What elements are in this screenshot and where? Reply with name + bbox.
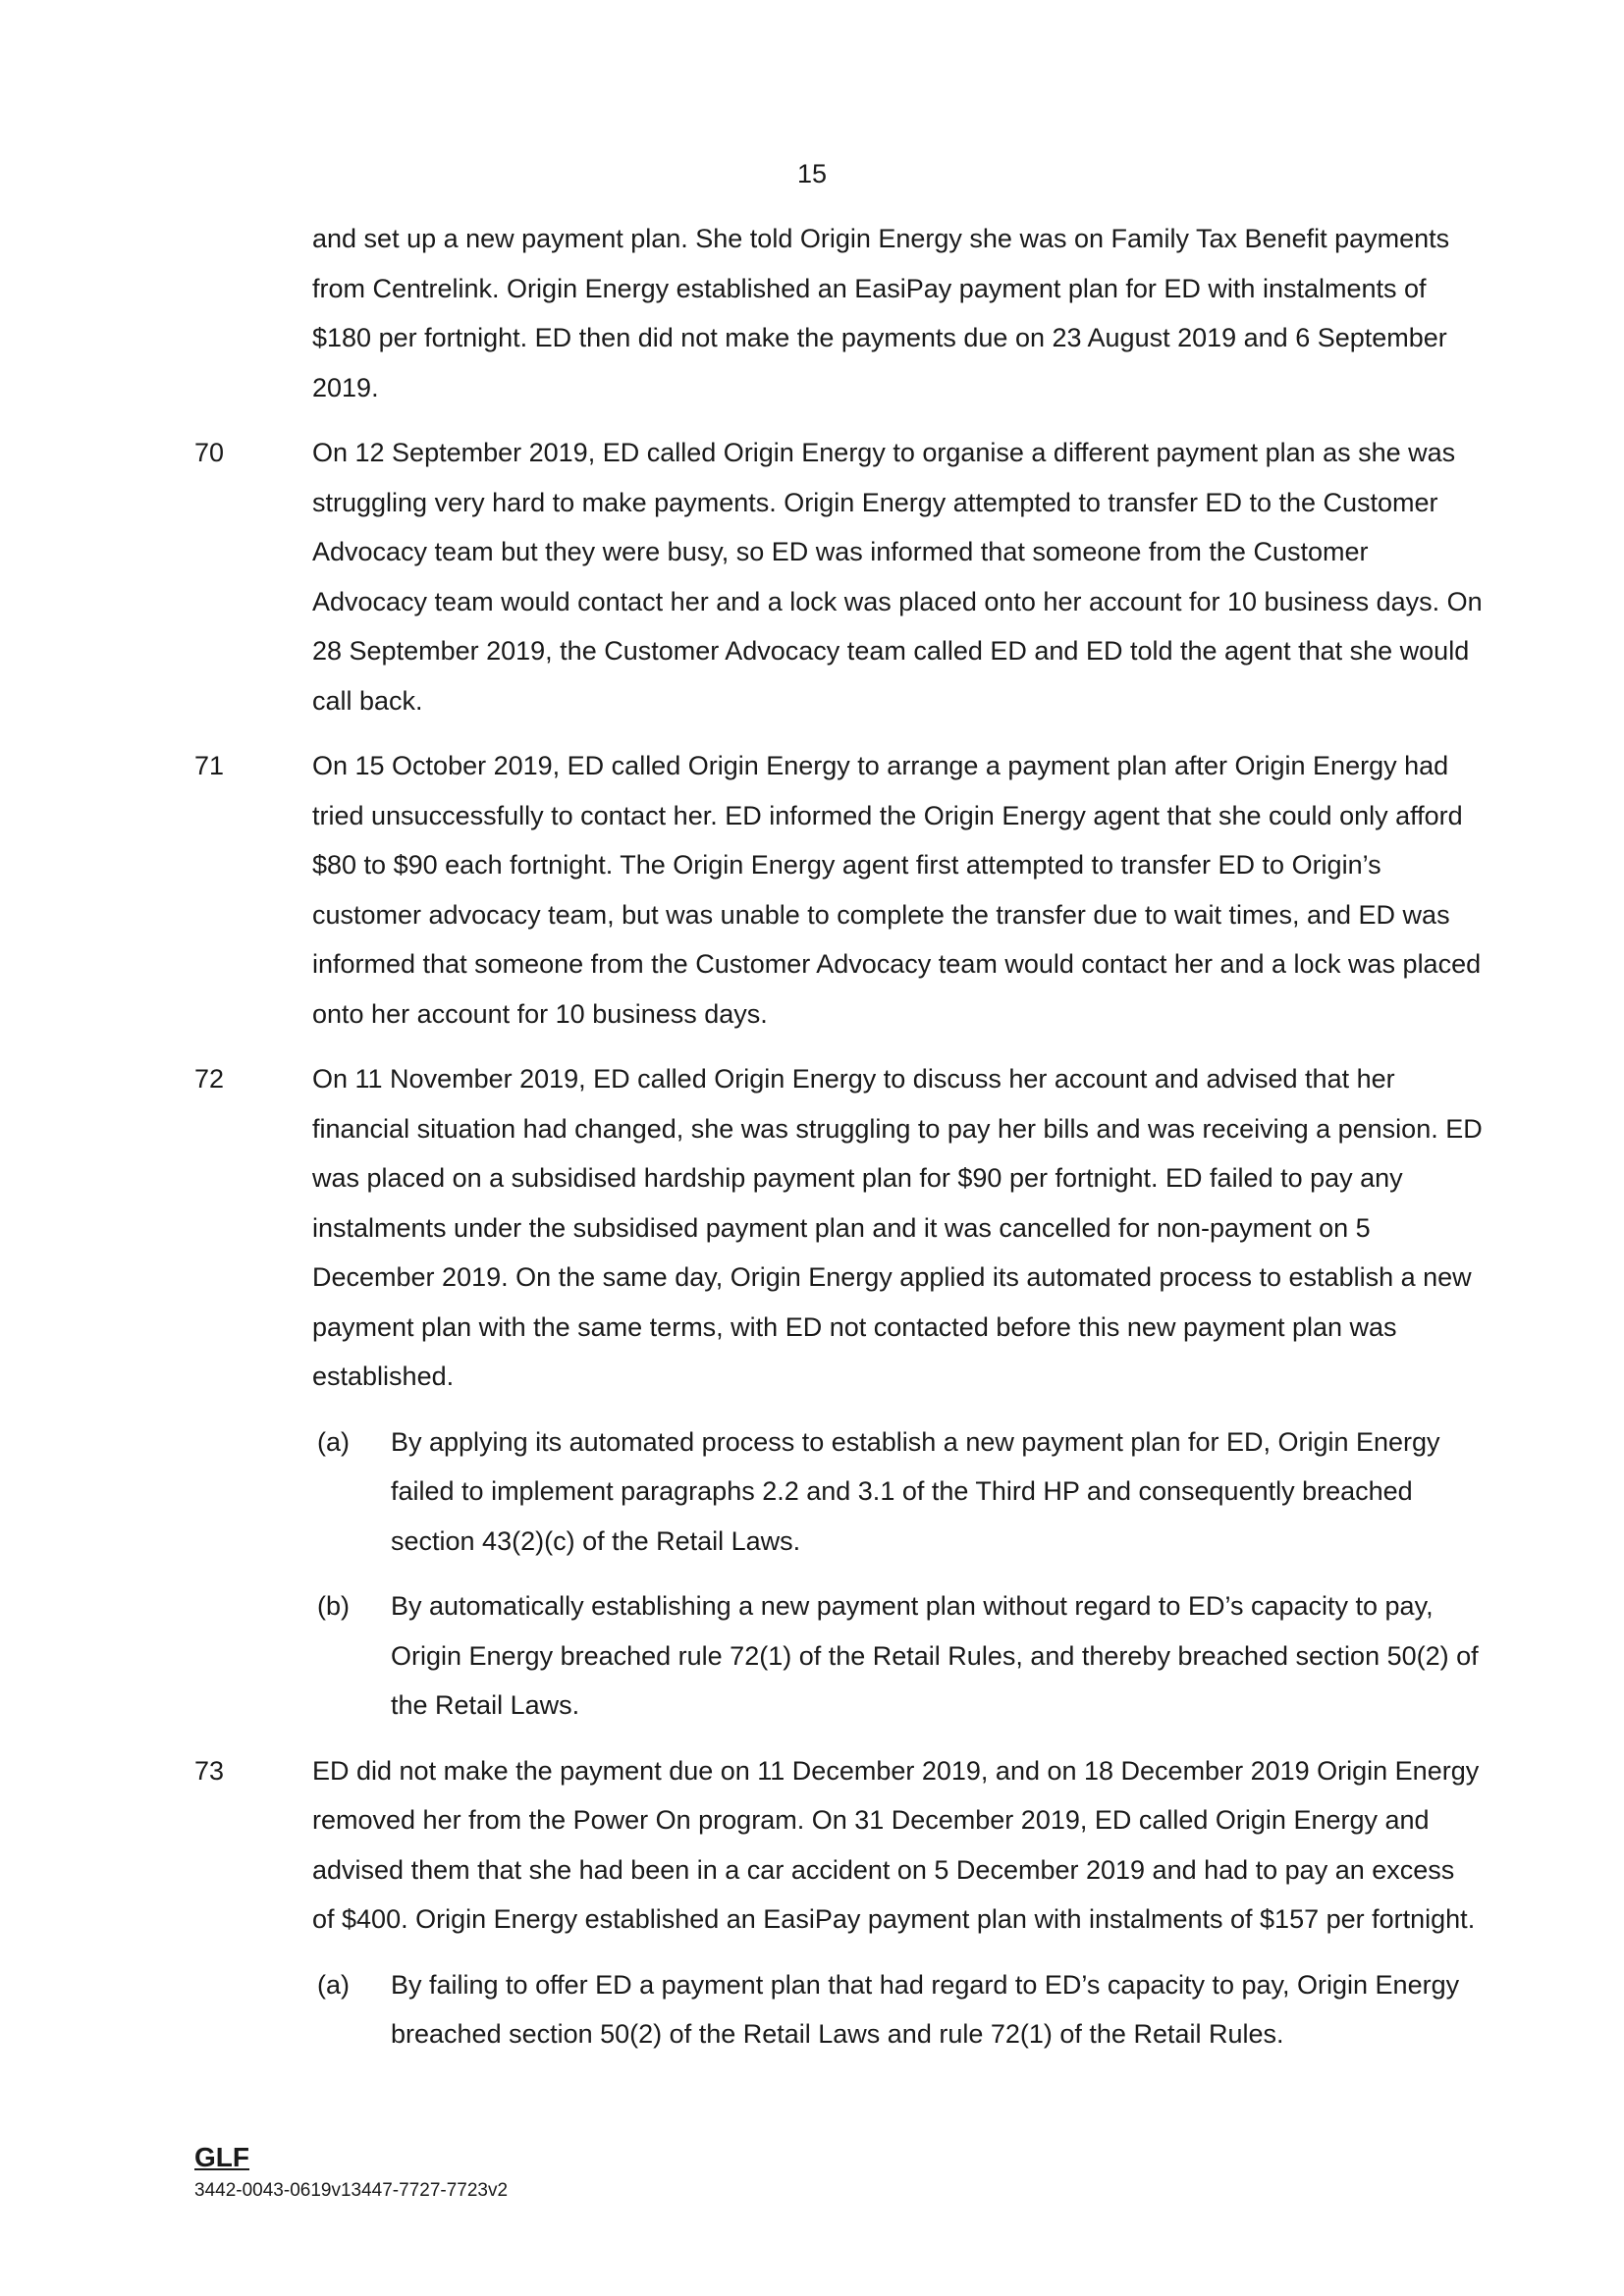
subparagraph-label: (b) xyxy=(317,1591,350,1621)
subparagraph-label: (a) xyxy=(317,1969,350,2000)
subparagraph-text: By failing to offer ED a payment plan that had regard to ED’s capacity to pay, Origin Energy breached section 50(2) of the Retail Laws and rule 72(1) of the Retail Rules. xyxy=(391,1969,1460,2049)
subparagraph-72a xyxy=(194,1417,1483,1567)
subparagraph-72b xyxy=(194,1581,1483,1731)
document-body xyxy=(194,214,1483,2075)
footer-document-reference: 3442-0043-0619v13447-7727-7723v2 xyxy=(194,2180,509,2201)
paragraph-text: On 11 November 2019, ED called Origin Energy to discuss her account and advised that her financial situation had changed, she was struggling to pay her bills and was receiving a pension. ED was placed on a subsidised hardship payment plan for $90 per fortnight. ED failed to pay any instalments under the subsidised payment plan and it was cancelled for non-payment on 5 December 2019. On the same day, Origin Energy applied its automated process to establish a new payment plan with the same terms, with ED not contacted before this new payment plan was established. xyxy=(312,1064,1483,1391)
paragraph-73 xyxy=(194,1746,1483,1945)
subparagraph-73a xyxy=(194,1960,1483,2059)
paragraph-number: 70 xyxy=(194,438,225,467)
paragraph-text: On 15 October 2019, ED called Origin Energy to arrange a payment plan after Origin Energy had tried unsuccessfully to contact her. ED informed the Origin Energy agent that she could only afford $80 to $90 each fortnight. The Origin Energy agent first attempted to transfer ED to Origin’s customer advocacy team, but was unable to complete the transfer due to wait times, and ED was informed that someone from the Customer Advocacy team would contact her and a lock was placed onto her account for 10 business days. xyxy=(312,751,1482,1029)
paragraph-text: ED did not make the payment due on 11 December 2019, and on 18 December 2019 Origin Energy removed her from the Power On program. On 31 December 2019, ED called Origin Energy and advised them that she had been in a car accident on 5 December 2019 and had to pay an excess of $400. Origin Energy established an EasiPay payment plan with instalments of $157 per fortnight. xyxy=(312,1755,1480,1934)
subparagraph-label: (a) xyxy=(317,1426,350,1457)
paragraph-number: 71 xyxy=(194,751,225,780)
page-number: 15 xyxy=(796,159,828,188)
paragraph-text: On 12 September 2019, ED called Origin Energy to organise a different payment plan as she was struggling very hard to make payments. Origin Energy attempted to transfer ED to the Customer Advocacy team but they were busy, so ED was informed that someone from the Customer Advocacy team would contact her and a lock was placed onto her account for 10 business days. On 28 September 2019, the Customer Advocacy team called ED and ED told the agent that she would call back. xyxy=(312,438,1483,716)
paragraph-text: and set up a new payment plan. She told Origin Energy she was on Family Tax Benefit payments from Centrelink. Origin Energy established an EasiPay payment plan for ED with instalments of $180 per fortnight. ED then did not make the payments due on 23 August 2019 and 6 September 2019. xyxy=(312,224,1450,402)
paragraph-71 xyxy=(194,741,1483,1039)
subparagraph-text: By automatically establishing a new payment plan without regard to ED’s capacity to pay, Origin Energy breached rule 72(1) of the Retail Rules, and thereby breached section 50(2) of the Retail Laws. xyxy=(391,1591,1479,1720)
subparagraph-text: By applying its automated process to establish a new payment plan for ED, Origin Energy failed to implement paragraphs 2.2 and 3.1 of the Third HP and consequently breached section 43(2)(c) of the Retail Laws. xyxy=(391,1426,1440,1556)
paragraph-number: 73 xyxy=(194,1755,225,1786)
paragraph-number: 72 xyxy=(194,1064,225,1094)
footer-firm-mark: GLF xyxy=(194,2142,249,2172)
paragraph-72 xyxy=(194,1054,1483,1402)
paragraph-continuation xyxy=(194,214,1483,412)
paragraph-70 xyxy=(194,428,1483,725)
